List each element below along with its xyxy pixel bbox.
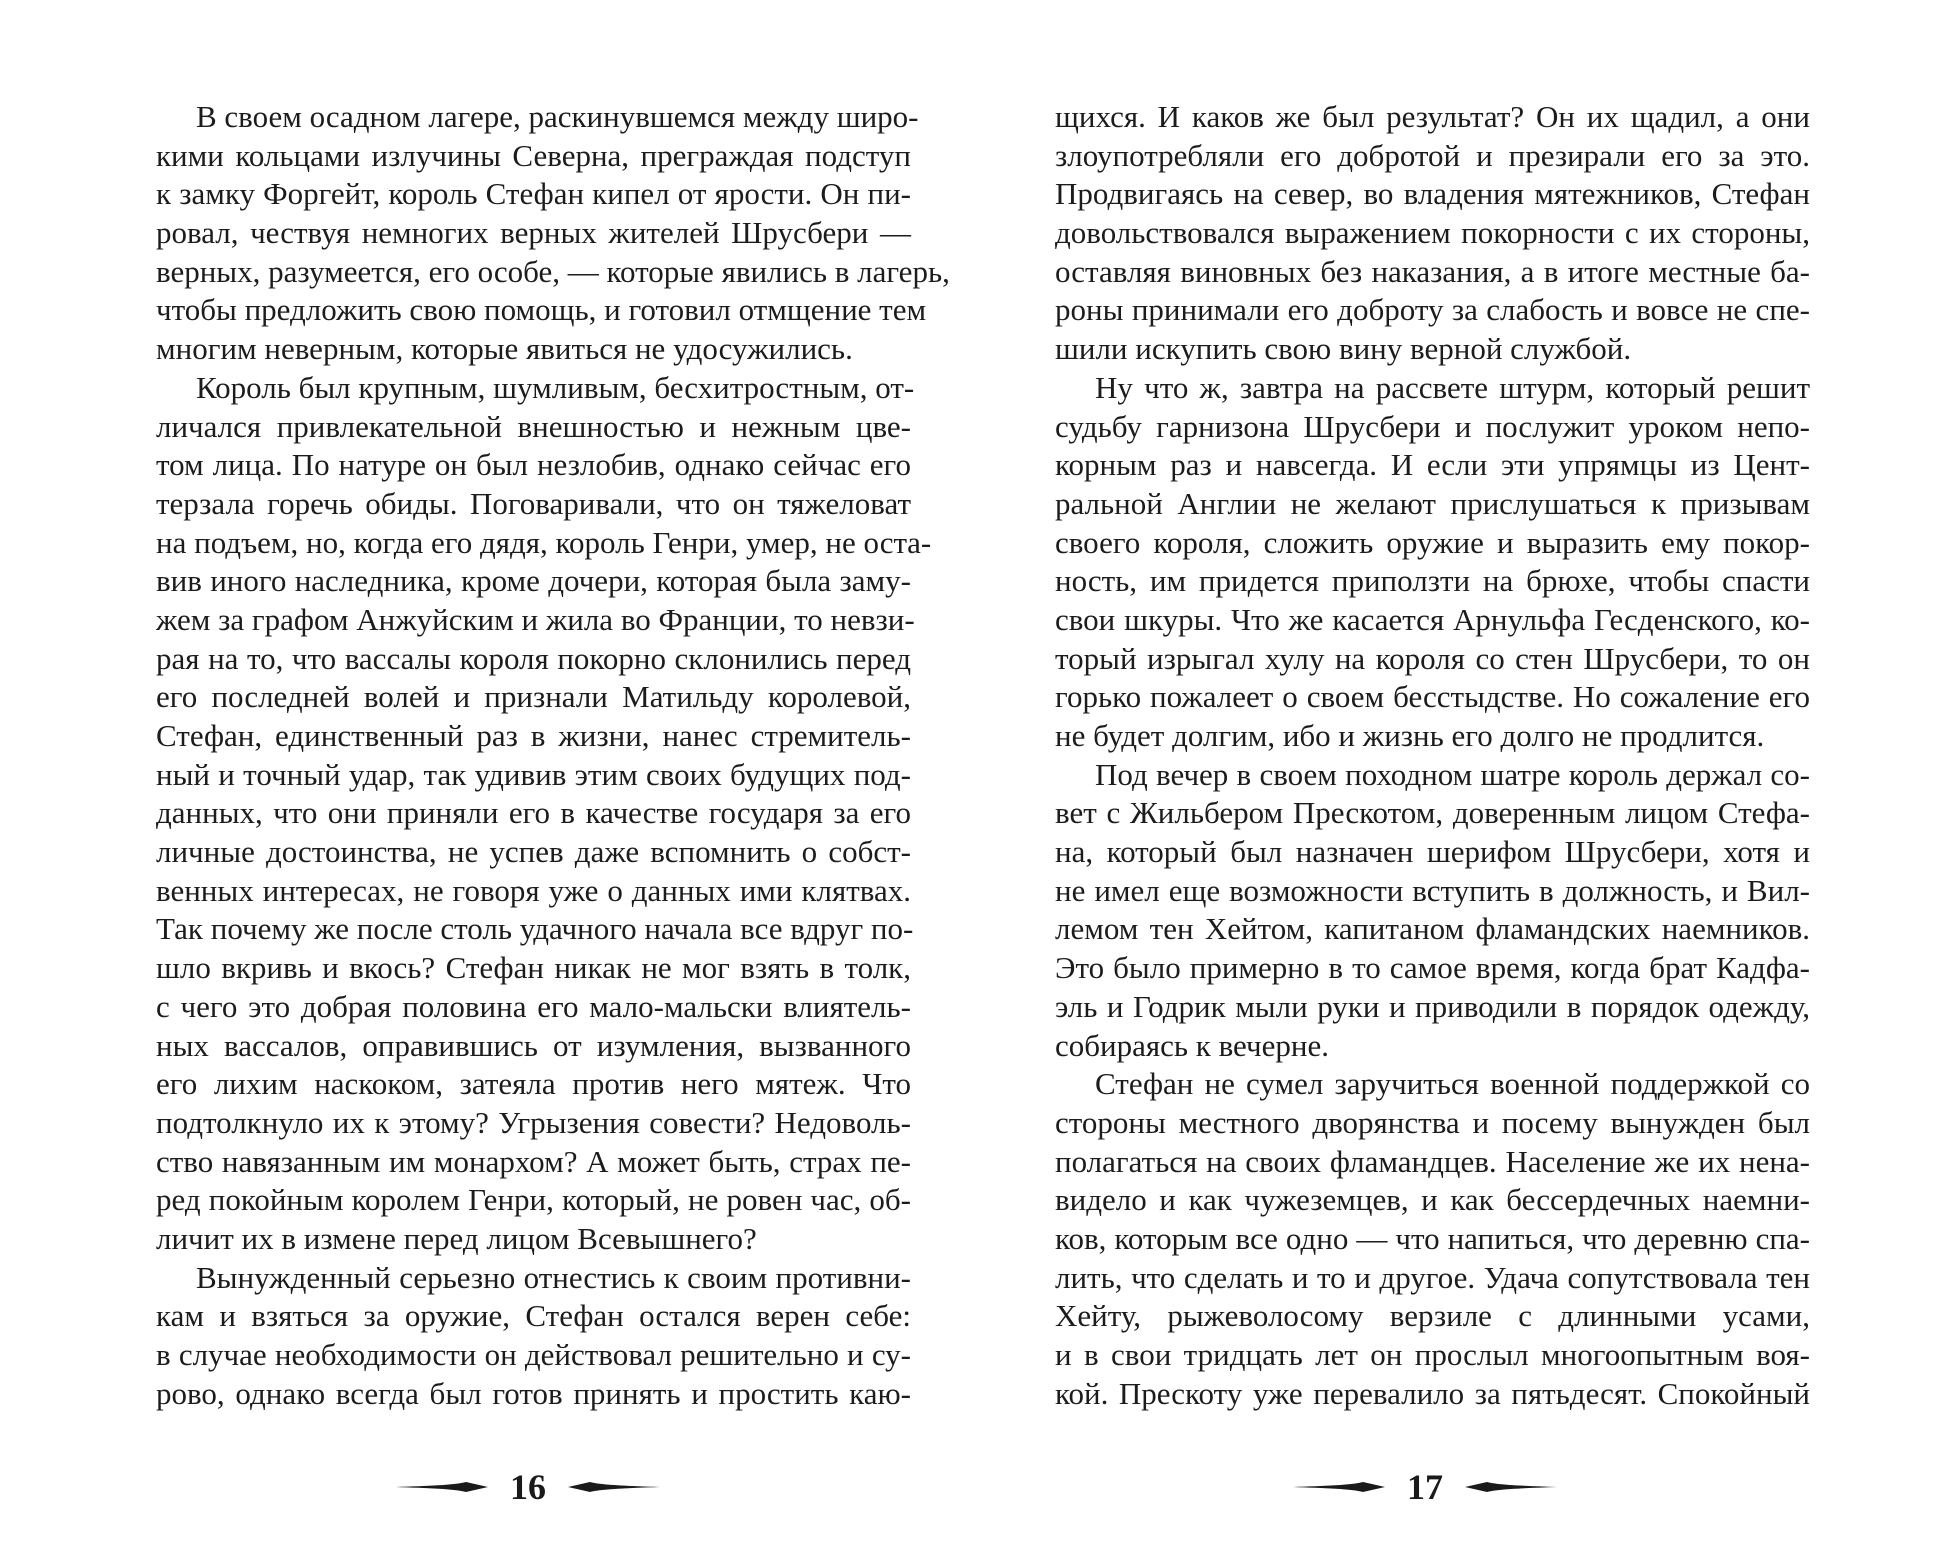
text-line: лить, что сделать и то и другое. Удача сопутствовала тен: [1055, 1259, 1810, 1295]
text-line: эль и Годрик мыли руки и приводили в порядок одежду,: [1055, 988, 1810, 1024]
text-line: Король был крупным, шумливым, бесхитростным, от-: [196, 369, 915, 405]
text-line: собираясь к вечерне.: [1055, 1027, 1329, 1063]
text-line: роны принимали его доброту за слабость и вовсе не спе-: [1055, 292, 1810, 328]
text-line: горько пожалеет о своем бесстыдстве. Но сожаление его: [1055, 679, 1810, 715]
right-page: [1055, 98, 1810, 1413]
text-line: шло вкривь и вкось? Стефан никак не мог взять в толк,: [156, 950, 911, 986]
text-line: подтолкнуло их к этому? Угрызения совести? Недоволь-: [156, 1104, 911, 1140]
right-page-folio: [1275, 1462, 1575, 1512]
text-line: к замку Форгейт, король Стефан кипел от ярости. Он пи-: [156, 176, 911, 212]
text-line: Под вечер в своем походном шатре король держал со-: [1095, 756, 1810, 792]
text-line: рая на то, что вассалы короля покорно склонились перед: [156, 640, 911, 676]
right-flourish-icon: [1465, 1480, 1557, 1494]
text-line: кой. Прескоту уже перевалило за пятьдесят. Спокойный: [1055, 1375, 1810, 1411]
text-line: личит их в измене перед лицом Всевышнего?: [156, 1220, 757, 1256]
text-line: рово, однако всегда был готов принять и простить каю-: [156, 1375, 911, 1411]
text-line: корным раз и навсегда. И если эти упрямцы из Цент-: [1055, 447, 1810, 483]
text-line: свои шкуры. Что же касается Арнульфа Гесденского, ко-: [1055, 601, 1810, 637]
text-line: в случае необходимости он действовал решительно и су-: [156, 1337, 911, 1372]
text-line: ность, им придется приползти на брюхе, чтобы спасти: [1055, 563, 1810, 599]
page-number-right: 17: [1407, 1467, 1443, 1507]
text-line: судьбу гарнизона Шрусбери и послужит уроком непо-: [1055, 408, 1810, 444]
text-line: Хейту, рыжеволосому верзиле с длинными усами,: [1055, 1298, 1810, 1334]
text-line: не имел еще возможности вступить в должность, и Вил-: [1055, 872, 1810, 908]
text-line: Стефан, единственный раз в жизни, нанес стремитель-: [156, 718, 911, 753]
text-line: полагаться на своих фламандцев. Население же их нена-: [1055, 1143, 1810, 1179]
text-line: ред покойным королем Генри, который, не ровен час, об-: [156, 1182, 911, 1218]
text-line: его лихим наскоком, затеяла против него мятеж. Что: [156, 1066, 911, 1102]
text-line: личные достоинства, не успев даже вспомнить о собст-: [156, 834, 911, 870]
text-line: на подъем, но, когда его дядя, король Генри, умер, не остa-: [156, 524, 932, 560]
text-line: кам и взяться за оружие, Стефан остался верен себе:: [156, 1298, 911, 1334]
text-line: В своем осадном лагере, раскинувшемся между широ-: [196, 99, 919, 134]
text-line: ный и точный удар, так удивив этим своих будущих под-: [156, 756, 911, 792]
text-line: данных, что они приняли его в качестве государя за его: [156, 795, 911, 831]
text-line: щихся. И каков же был результат? Он их щадил, а они: [1055, 99, 1810, 134]
right-page-text: [1055, 98, 1810, 1413]
text-line: не будет долгим, ибо и жизнь его долго не продлится.: [1055, 718, 1765, 753]
text-line: вет с Жильбером Прескотом, доверенным лицом Стефа-: [1055, 795, 1810, 831]
text-line: жем за графом Анжуйским и жила во Франции, то невзи-: [156, 601, 915, 637]
text-line: Стефан не сумел заручиться военной поддержкой со: [1095, 1066, 1810, 1102]
text-line: стороны местного дворянства и посему вынужден был: [1055, 1104, 1810, 1140]
text-line: довольствовался выражением покорности с их стороны,: [1055, 215, 1810, 251]
text-line: лемом тен Хейтом, капитаном фламандских наемников.: [1055, 911, 1810, 947]
text-line: и в свои тридцать лет он прослыл многоопытным воя-: [1055, 1337, 1810, 1372]
text-line: шили искупить свою вину верной службой.: [1055, 331, 1632, 367]
left-page-text: [156, 98, 950, 1413]
text-line: злоупотребляли его добротой и презирали его за это.: [1055, 137, 1810, 173]
text-line: вив иного наследника, кроме дочери, которая была заму-: [156, 563, 911, 599]
text-line: на, который был назначен шерифом Шрусбери, хотя и: [1055, 834, 1810, 870]
text-line: терзала горечь обиды. Поговаривали, что он тяжеловат: [156, 485, 911, 521]
text-line: его последней волей и признали Матильду королевой,: [156, 679, 911, 715]
text-line: ных вассалов, оправившись от изумления, вызванного: [156, 1027, 911, 1063]
text-line: с чего это добрая половина его мало-мальски влиятель-: [156, 988, 911, 1024]
text-line: многим неверным, которые явиться не удосужились.: [156, 331, 853, 367]
text-line: ровал, чествуя немногих верных жителей Шрусбери —: [156, 215, 911, 251]
text-line: Ну что ж, завтра на рассвете штурм, который решит: [1095, 369, 1810, 405]
text-line: оставляя виновных без наказания, а в итоге местные ба-: [1055, 253, 1810, 289]
left-page: [156, 98, 950, 1413]
text-line: своего короля, сложить оружие и выразить ему покор-: [1055, 524, 1810, 560]
text-line: ков, которым все одно — что напиться, что деревню спа-: [1055, 1220, 1810, 1256]
text-line: Продвигаясь на север, во владения мятежников, Стефан: [1055, 176, 1810, 212]
page-number-left: 16: [510, 1467, 546, 1507]
text-line: кими кольцами излучины Северна, преграждая подступ: [156, 137, 911, 173]
text-line: том лица. По натуре он был незлобив, однако сейчас его: [156, 447, 911, 483]
text-line: ство навязанным им монархом? А может быть, страх пе-: [156, 1143, 911, 1179]
text-line: Так почему же после столь удачного начала все вдруг по-: [156, 911, 914, 947]
left-flourish-icon: [396, 1480, 488, 1494]
text-line: Вынужденный серьезно отнестись к своим противни-: [196, 1259, 911, 1295]
text-line: видело и как чужеземцев, и как бессердечных наемни-: [1055, 1182, 1810, 1218]
text-line: личался привлекательной внешностью и нежным цве-: [156, 408, 911, 444]
text-line: ральной Англии не желают прислушаться к призывам: [1055, 485, 1810, 521]
left-page-folio: [378, 1462, 678, 1512]
left-flourish-icon: [1293, 1480, 1385, 1494]
text-line: чтобы предложить свою помощь, и готовил отмщение тем: [156, 292, 927, 328]
text-line: Это было примерно в то самое время, когда брат Кадфа-: [1055, 950, 1810, 986]
text-line: торый изрыгал хулу на короля со стен Шрусбери, то он: [1055, 640, 1810, 676]
text-line: венных интересах, не говоря уже о данных ими клятвах.: [156, 872, 911, 908]
text-line: верных, разумеется, его особе, — которые явились в лагерь,: [156, 253, 950, 289]
right-flourish-icon: [568, 1480, 660, 1494]
